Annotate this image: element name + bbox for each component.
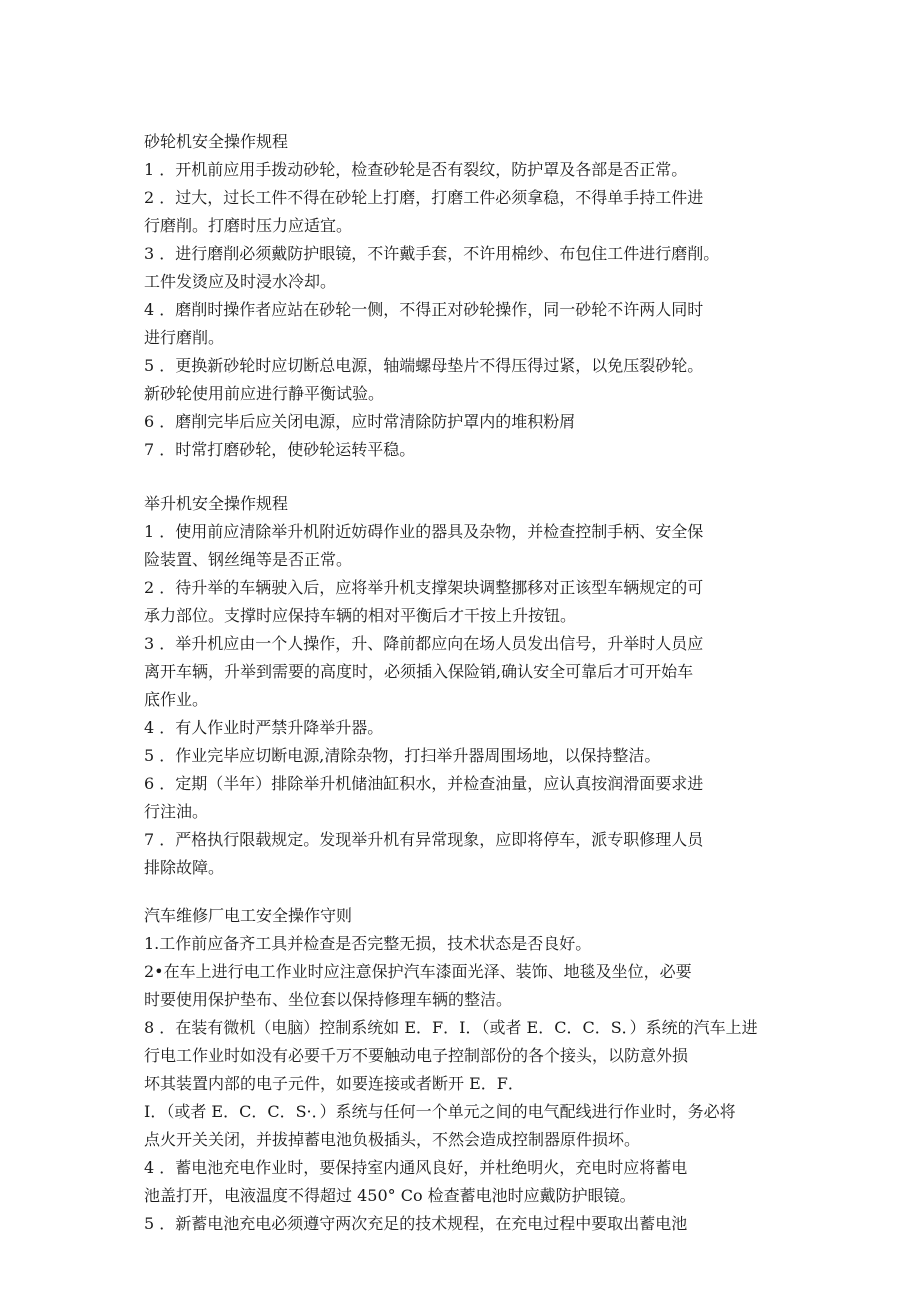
document-page: [144, 128, 794, 1238]
section-title: 汽车维修厂电工安全操作守则: [144, 906, 353, 925]
section-grinder-safety: [144, 128, 794, 464]
text-line: 池盖打开，电液温度不得超过 450° Co 检查蓄电池时应戴防护眼镜。: [144, 1186, 636, 1205]
section-lift-safety: [144, 490, 794, 882]
text-line: 2 ．待升举的车辆驶入后，应将举升机支撑架块调整挪移对正该型车辆规定的可: [144, 578, 704, 597]
section-title: 举升机安全操作规程: [144, 494, 289, 513]
text-line: I．（或者 E．C．C．S·．）系统与任何一个单元之间的电气配线进行作业时，务必将: [144, 1102, 736, 1121]
text-line: 离开车辆，升举到需要的高度时，必须插入保险销,确认安全可靠后才可开始车: [144, 662, 694, 681]
text-line: 2•在车上进行电工作业时应注意保护汽车漆面光泽、装饰、地毯及坐位，必要: [144, 962, 692, 981]
text-line: 坏其装置内部的电子元件，如要连接或者断开 E．F．: [144, 1074, 524, 1093]
text-line: 点火开关关闭，并拔掉蓄电池负极插头，不然会造成控制器原件损坏。: [144, 1130, 641, 1149]
text-line: 3 ．进行磨削必须戴防护眼镜，不许戴手套，不许用棉纱、布包住工件进行磨削。: [144, 244, 720, 263]
text-line: 4 ．磨削时操作者应站在砂轮一侧，不得正对砂轮操作，同一砂轮不许两人同时: [144, 300, 704, 319]
text-line: 工件发烫应及时浸水冷却。: [144, 272, 337, 291]
section-spacer: [144, 464, 794, 490]
section-electrician-safety: [144, 902, 794, 1238]
text-line: 行注油。: [144, 802, 209, 821]
text-line: 4 ．有人作业时严禁升降举升器。: [144, 718, 384, 737]
text-line: 底作业。: [144, 690, 209, 709]
section-title: 砂轮机安全操作规程: [144, 132, 289, 151]
text-line: 7 ．时常打磨砂轮，使砂轮运转平稳。: [144, 440, 416, 459]
text-line: 行电工作业时如没有必要千万不要触动电子控制部份的各个接头，以防意外损: [144, 1046, 689, 1065]
text-line: 时要使用保护垫布、坐位套以保持修理车辆的整洁。: [144, 990, 513, 1009]
section-spacer: [144, 882, 794, 902]
text-line: 3 ．举升机应由一个人操作，升、降前都应向在场人员发出信号，升举时人员应: [144, 634, 704, 653]
text-line: 6 ．定期（半年）排除举升机储油缸积水，并检查油量，应认真按润滑面要求进: [144, 774, 704, 793]
text-line: 5 ．作业完毕应切断电源,清除杂物，打扫举升器周围场地，以保持整洁。: [144, 746, 661, 765]
text-line: 行磨削。打磨时压力应适宜。: [144, 216, 353, 235]
text-line: 5 ．更换新砂轮时应切断总电源，轴端螺母垫片不得压得过紧，以免压裂砂轮。: [144, 356, 704, 375]
text-line: 进行磨削。: [144, 328, 225, 347]
text-line: 2 ．过大，过长工件不得在砂轮上打磨，打磨工件必须拿稳，不得单手持工件进: [144, 188, 704, 207]
text-line: 承力部位。支撑时应保持车辆的相对平衡后才干按上升按钮。: [144, 606, 577, 625]
text-line: 5 ．新蓄电池充电必须遵守两次充足的技术规程，在充电过程中要取出蓄电池: [144, 1214, 688, 1233]
text-line: 8 ．在装有微机（电脑）控制系统如 E．F．I．（或者 E．C．C．S．）系统的汽车上进: [144, 1018, 758, 1037]
text-line: 险装置、钢丝绳等是否正常。: [144, 550, 353, 569]
text-line: 7 ．严格执行限载规定。发现举升机有异常现象，应即将停车，派专职修理人员: [144, 830, 704, 849]
text-line: 新砂轮使用前应进行静平衡试验。: [144, 384, 385, 403]
text-line: 1 ．使用前应清除举升机附近妨碍作业的器具及杂物，并检查控制手柄、安全保: [144, 522, 704, 541]
text-line: 排除故障。: [144, 858, 225, 877]
text-line: 6 ．磨削完毕后应关闭电源，应时常清除防护罩内的堆积粉屑: [144, 412, 576, 431]
text-line: 1 ．开机前应用手拨动砂轮，检查砂轮是否有裂纹，防护罩及各部是否正常。: [144, 160, 688, 179]
text-line: 4 ．蓄电池充电作业时，要保持室内通风良好，并杜绝明火，充电时应将蓄电: [144, 1158, 688, 1177]
text-line: 1.工作前应备齐工具并检查是否完整无损，技术状态是否良好。: [144, 934, 592, 953]
